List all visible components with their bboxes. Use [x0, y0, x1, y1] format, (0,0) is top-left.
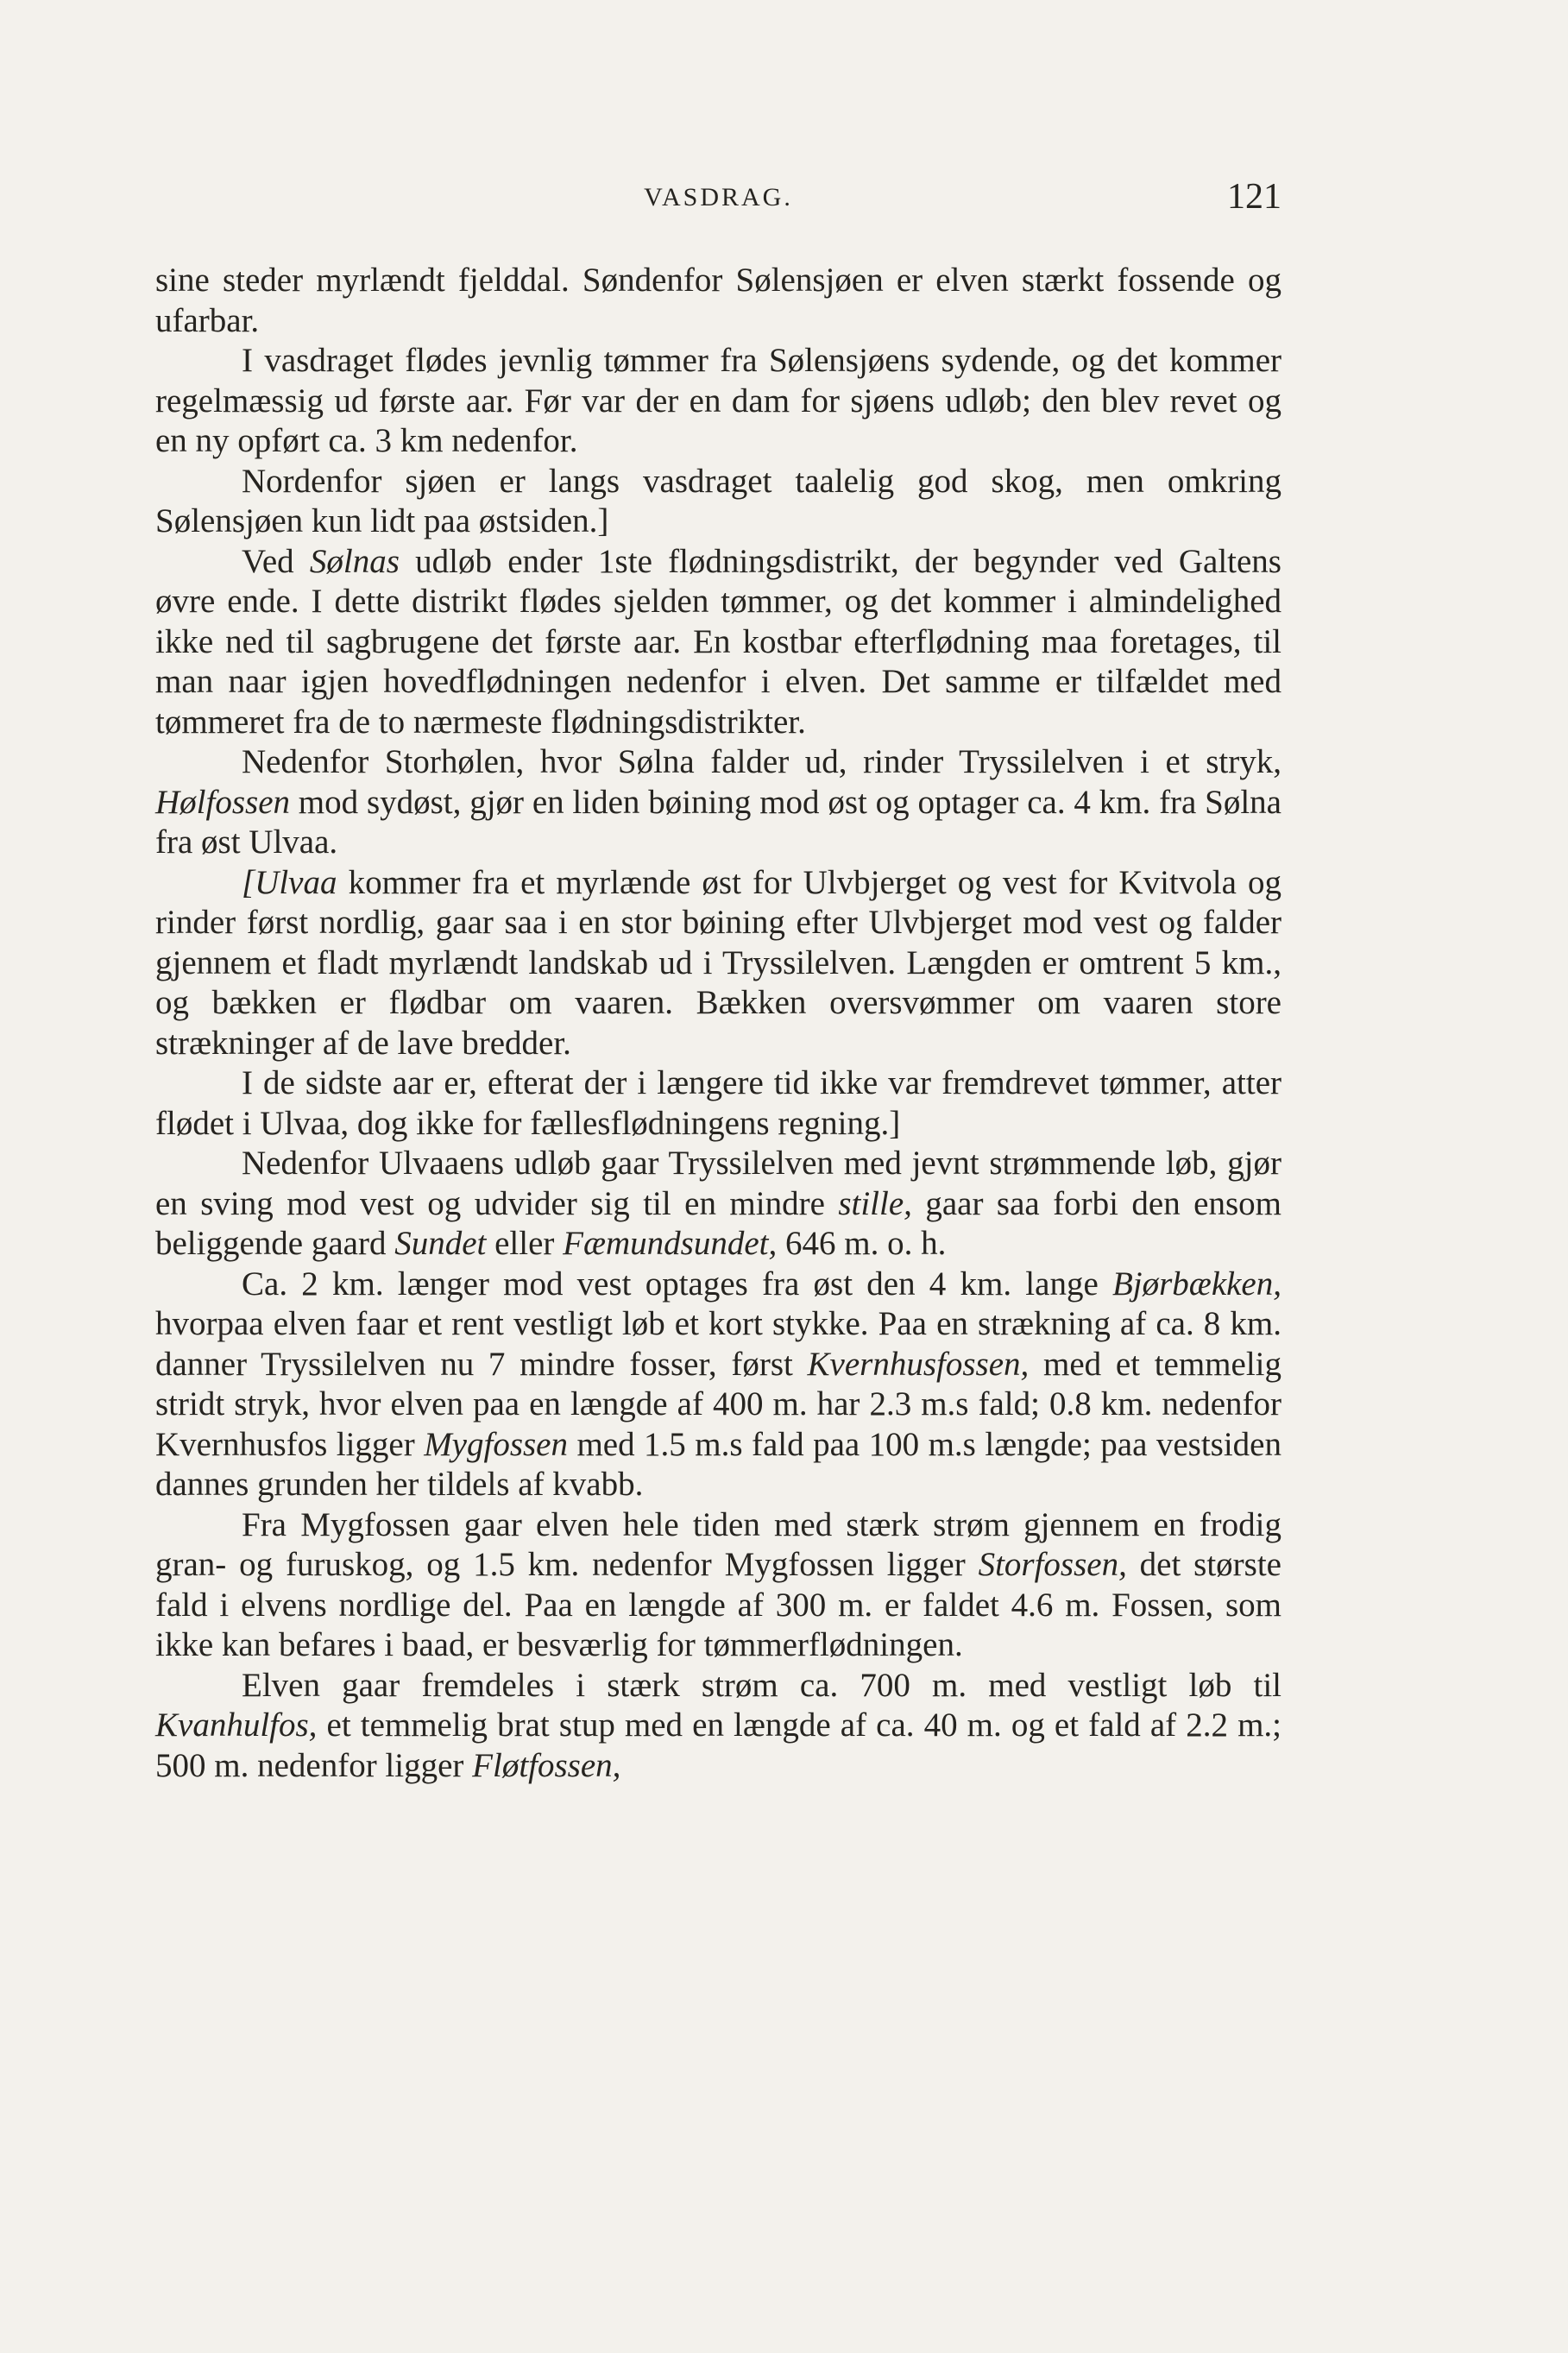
text-run: mod sydøst, gjør en liden bøining mod øst og optager ca. 4 km. fra Sølna fra øst Ulvaa.: [155, 783, 1281, 861]
text-run: eller: [486, 1225, 564, 1262]
paragraph: [155, 261, 1281, 341]
text-run: sine steder myrlændt fjelddal. Søndenfor Sølensjøen er elven stærkt fossende og ufarbar.: [155, 262, 1281, 339]
italic-name: Fæmundsundet,: [563, 1225, 778, 1262]
paragraph: [155, 1666, 1281, 1787]
text-run: Elven gaar fremdeles i stærk strøm ca. 700 m. med vestligt løb til: [242, 1666, 1281, 1704]
text-run: Nedenfor Ulvaaens udløb gaar Tryssilelven med jevnt strømmende løb, gjør en sving mod vest og udvider sig til en mindre: [155, 1145, 1281, 1222]
text-run: gaar saa forbi den ensom beliggende gaard: [155, 1184, 1281, 1262]
paragraph: [155, 1505, 1281, 1666]
italic-name: Storfossen,: [978, 1546, 1127, 1583]
italic-name: [Ulvaa: [242, 863, 337, 901]
paragraph: [155, 1144, 1281, 1265]
page-header: [155, 177, 1281, 235]
text-run: I vasdraget flødes jevnlig tømmer fra Sølensjøens sydende, og det kommer regelmæssig ud første aar. Før var der en dam for sjøens udløb; den blev revet og en ny opført ca. 3 km nedenfor.: [155, 342, 1281, 459]
text-run: Ved: [242, 542, 310, 580]
italic-name: Sølnas: [309, 542, 400, 580]
text-run: et temmelig brat stup med en længde af ca. 40 m. og et fald af 2.2 m.; 500 m. nedenfor ligger: [155, 1706, 1281, 1784]
italic-name: Hølfossen: [155, 783, 290, 821]
paragraph: [155, 863, 1281, 1064]
italic-name: Sundet: [394, 1225, 487, 1262]
italic-name: Bjørbækken,: [1111, 1265, 1281, 1303]
italic-name: Mygfossen: [424, 1425, 568, 1463]
text-run: udløb ender 1ste flødningsdistrikt, der begynder ved Galtens øvre ende. I dette distrikt flødes sjelden tømmer, og det kommer i almindelighed ikke ned til sagbrugene det første aar. En kostbar efterflødning maa foretages, til man naar igjen hovedflødningen nedenfor i elven. Det samme er tilfældet med tømmeret fra de to nærmeste flødningsdistrikter.: [155, 542, 1281, 741]
text-run: med et temmelig stridt stryk, hvor elven paa en længde af 400 m. har 2.3 m.s fald; 0.8 km. nedenfor Kvernhusfos ligger: [155, 1345, 1281, 1463]
paragraph: [155, 1265, 1281, 1505]
body-text: [155, 261, 1281, 1786]
italic-name: Kvernhusfossen,: [807, 1345, 1030, 1383]
text-run: kommer fra et myrlænde øst for Ulvbjerget og vest for Kvitvola og rinder først nordlig, gaar saa i en stor bøining efter Ulvbjerget mod vest og falder gjennem et fladt myrlændt landskab ud i Tryssilelven. Længden er omtrent 5 km., og bækken er flødbar om vaaren. Bækken oversvømmer om vaaren store strækninger af de lave bredder.: [155, 863, 1281, 1062]
text-run: med 1.5 m.s fald paa 100 m.s længde; paa vestsiden dannes grunden her tildels af kvabb.: [155, 1425, 1281, 1503]
paragraph: [155, 1063, 1281, 1144]
paragraph: [155, 542, 1281, 743]
text-run: Nedenfor Storhølen, hvor Sølna falder ud, rinder Tryssilelven i et stryk,: [242, 743, 1281, 780]
text-run: I de sidste aar er, efterat der i længere tid ikke var fremdrevet tømmer, atter flødet i Ulvaa, dog ikke for fællesflødningens regning.]: [155, 1064, 1281, 1142]
running-title: VASDRAG.: [644, 183, 793, 211]
paragraph: [155, 341, 1281, 462]
page-number: 121: [1227, 177, 1281, 217]
italic-name: Kvanhulfos,: [155, 1706, 318, 1744]
text-run: Ca. 2 km. længer mod vest optages fra øst den 4 km. lange: [242, 1265, 1112, 1303]
text-run: det største fald i elvens nordlige del. Paa en længde af 300 m. er faldet 4.6 m. Fossen, som ikke kan befares i baad, er besværlig for tømmerflødningen.: [155, 1546, 1281, 1663]
paragraph: [155, 462, 1281, 542]
paragraph: [155, 742, 1281, 863]
text-run: 646 m. o. h.: [777, 1225, 947, 1262]
text-run: hvorpaa elven faar et rent vestligt løb et kort stykke. Paa en strækning af ca. 8 km. danner Tryssilelven nu 7 mindre fosser, først: [155, 1305, 1281, 1383]
italic-name: stille,: [838, 1184, 912, 1222]
text-run: Nordenfor sjøen er langs vasdraget taalelig god skog, men omkring Sølensjøen kun lidt paa østsiden.]: [155, 462, 1281, 539]
italic-name: Fløtfossen,: [472, 1746, 621, 1784]
text-run: Fra Mygfossen gaar elven hele tiden med stærk strøm gjennem en frodig gran- og furuskog, og 1.5 km. nedenfor Mygfossen ligger: [155, 1505, 1281, 1583]
